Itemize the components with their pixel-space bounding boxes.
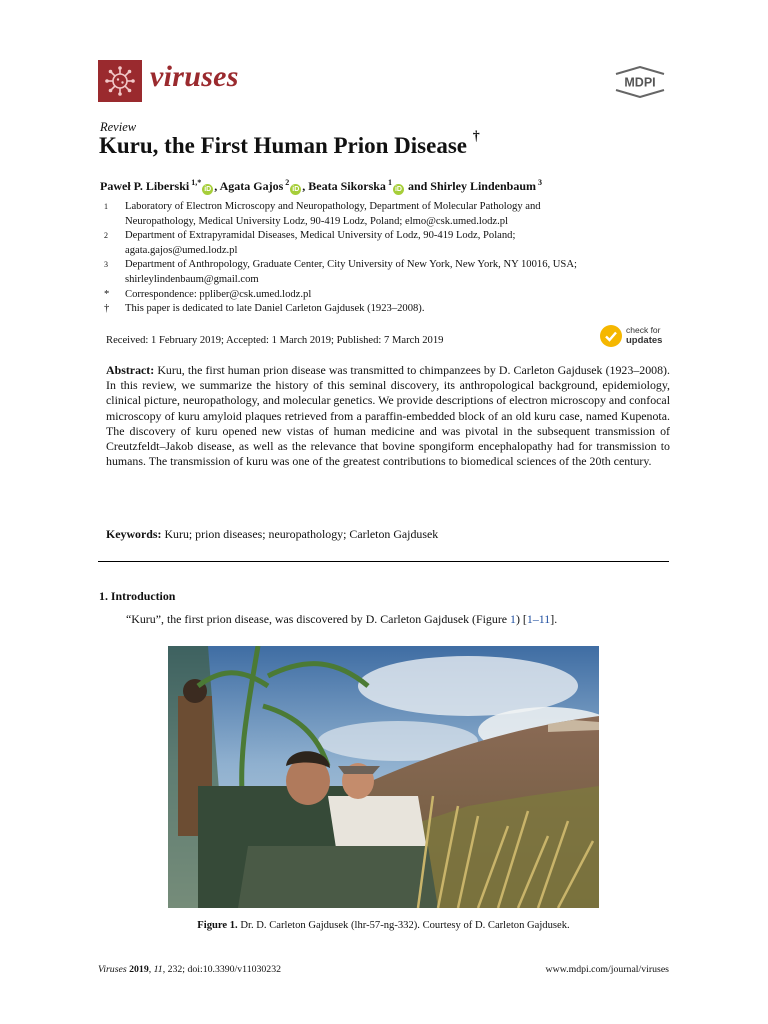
author-name: Shirley Lindenbaum: [430, 179, 536, 193]
title-dagger: †: [472, 129, 480, 145]
title-text: Kuru, the First Human Prion Disease: [99, 133, 467, 158]
publisher-logo: [612, 66, 668, 98]
abstract-text: Kuru, the first human prion disease was transmitted to chimpanzees by D. Carleton Gajdusek (1923–2008). In this review, we summarize the history of this seminal discovery, its anthropological background, epidemiology, clinical picture, neuropathology, and molecular genetics. We provide descriptions of electron microscopy and confocal microscopy of kuru amyloid plaques retrieved from a paraffin-embedded block of an old kuru case, named Kupenota. The discovery of kuru opened new vistas of human medicine and was pivotal in the subsequent transmission of Creutzfeldt–Jakob disease, as well as the relevance that bovine spongiform encephalopathy had for transmission to humans. The transmission of kuru was one of the greatest contributions to biomedical sciences of the 20th century.: [106, 363, 670, 469]
author-affiliation-mark: 3: [538, 178, 542, 187]
affiliation-line: Department of Extrapyramidal Diseases, Medical University of Lodz, 90-419 Lodz, Poland;: [125, 230, 516, 242]
affiliation-item: [104, 200, 684, 229]
affiliation-line: Neuropathology, Medical University Lodz, 90-419 Lodz, Poland; elmo@csk.umed.lodz.pl: [125, 215, 509, 227]
updates-line1: check for: [626, 325, 661, 335]
section-heading: 1. Introduction: [99, 589, 176, 603]
check-updates-badge[interactable]: [600, 323, 672, 349]
intro-text: “Kuru”, the first prion disease, was discovered by D. Carleton Gajdusek (Figure: [126, 612, 511, 626]
affiliation-line: Laboratory of Electron Microscopy and Neuropathology, Department of Molecular Pathology and: [125, 201, 541, 212]
keywords-text: Kuru; prion diseases; neuropathology; Carleton Gajdusek: [164, 527, 439, 541]
affiliation-mark: †: [104, 303, 110, 315]
intro-end: ].: [550, 612, 558, 626]
author-affiliation-mark: 1,*: [191, 178, 202, 187]
figure-caption: [98, 920, 669, 931]
figure-caption-text: Dr. D. Carleton Gajdusek (lhr-57-ng-332). Courtesy of D. Carleton Gajdusek.: [240, 920, 570, 931]
intro-paragraph: [126, 612, 557, 627]
abstract-label: Abstract:: [106, 363, 155, 377]
keywords: [106, 527, 670, 542]
affiliation-mark: 3: [104, 260, 108, 270]
figure-link[interactable]: 1: [510, 612, 516, 626]
author-name: Agata Gajos: [219, 179, 284, 193]
footer-url[interactable]: www.mdpi.com/journal/viruses: [545, 964, 669, 975]
author-affiliation-mark: 2: [285, 178, 290, 187]
affiliation-mark: *: [104, 288, 110, 300]
updates-line2: updates: [626, 335, 663, 346]
virus-icon: [98, 60, 142, 102]
article-title: [99, 129, 480, 159]
orcid-icon[interactable]: iD: [292, 186, 300, 193]
figure-photo: [168, 646, 599, 908]
author-name: Paweł P. Liberski: [100, 179, 190, 193]
affiliation-line: agata.gajos@umed.lodz.pl: [125, 244, 238, 256]
article-type: Review: [100, 120, 137, 134]
affiliation-mark: 2: [104, 231, 108, 241]
keywords-label: Keywords:: [106, 527, 162, 541]
orcid-icon[interactable]: iD: [204, 186, 212, 193]
footer-doi: , 232; doi:10.3390/v11030232: [162, 964, 281, 975]
publisher-name: MDPI: [624, 75, 656, 90]
journal-name: viruses: [150, 60, 239, 93]
reference-link[interactable]: 1–11: [526, 612, 551, 626]
author-affiliation-mark: 1: [387, 178, 392, 187]
section-divider: [98, 561, 669, 562]
affiliation-item: [104, 229, 684, 258]
author-list: [100, 178, 542, 195]
footer-journal: Viruses: [98, 964, 127, 975]
author-separator: ,: [302, 179, 309, 193]
author-separator: ,: [214, 179, 220, 193]
affiliations: [104, 200, 684, 317]
intro-mid: ) [: [515, 612, 527, 626]
affiliation-item: [104, 258, 684, 287]
affiliation-line: shirleylindenbaum@gmail.com: [125, 273, 259, 285]
orcid-icon[interactable]: iD: [394, 186, 402, 193]
affiliation-item: [104, 302, 684, 317]
footer-volume: 11: [153, 964, 163, 975]
affiliation-mark: 1: [104, 202, 108, 211]
affiliation-line: Correspondence: ppliber@csk.umed.lodz.pl: [125, 288, 312, 300]
figure-label: Figure 1.: [197, 920, 238, 931]
affiliation-item: [104, 288, 684, 303]
footer-citation: Viruses 2019, 11, 232; doi:10.3390/v11030232: [98, 964, 281, 975]
author-name: Beata Sikorska: [308, 179, 386, 193]
footer-year: 2019: [129, 964, 149, 975]
affiliation-line: Department of Anthropology, Graduate Center, City University of New York, New York, NY 10016, USA;: [125, 259, 577, 271]
publication-dates: Received: 1 February 2019; Accepted: 1 March 2019; Published: 7 March 2019: [106, 335, 444, 346]
abstract: [106, 363, 670, 469]
affiliation-line: This paper is dedicated to late Daniel Carleton Gajdusek (1923–2008).: [125, 303, 425, 315]
check-updates-icon: [600, 325, 622, 347]
author-separator: and: [404, 179, 431, 193]
